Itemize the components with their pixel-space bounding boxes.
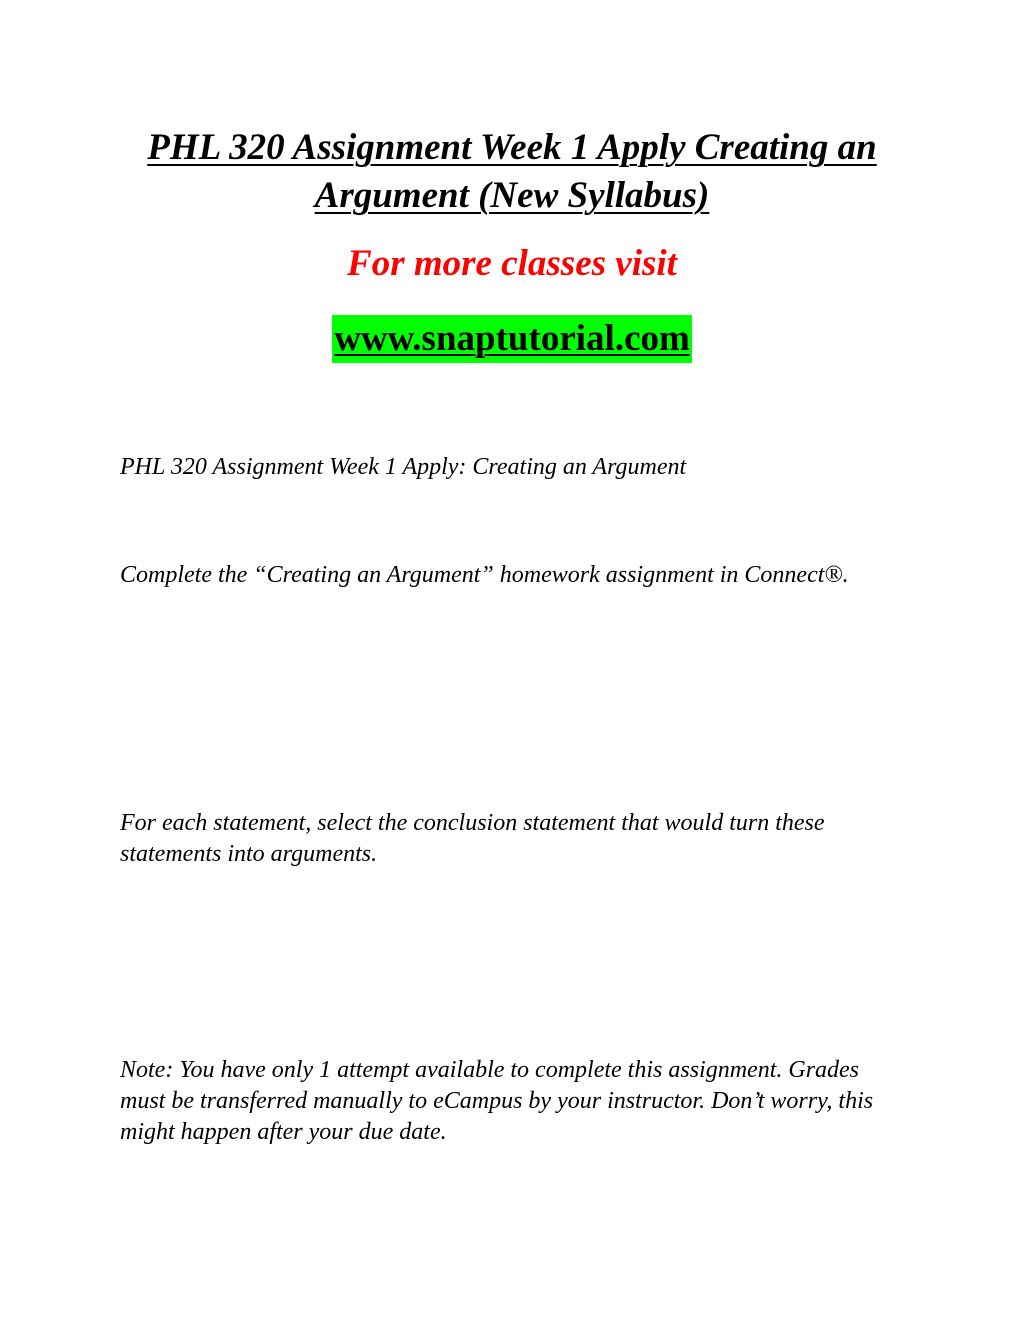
website-link[interactable]: www.snaptutorial.com	[332, 315, 692, 363]
instruction-paragraph: Complete the “Creating an Argument” homework assignment in Connect®.	[120, 562, 849, 588]
task-paragraph: For each statement, select the conclusion statement that would turn these statements into arguments.	[120, 810, 825, 867]
promo-text: For more classes visit	[347, 243, 677, 284]
website-link-container	[0, 315, 1024, 363]
note-paragraph: Note: You have only 1 attempt available to complete this assignment. Grades must be transferred manually to eCampus by your instructor. Don’t worry, this might happen after your due date.	[120, 1057, 874, 1145]
document-title: PHL 320 Assignment Week 1 Apply Creating an Argument (New Syllabus)	[147, 127, 877, 216]
assignment-heading: PHL 320 Assignment Week 1 Apply: Creating an Argument	[120, 454, 687, 480]
